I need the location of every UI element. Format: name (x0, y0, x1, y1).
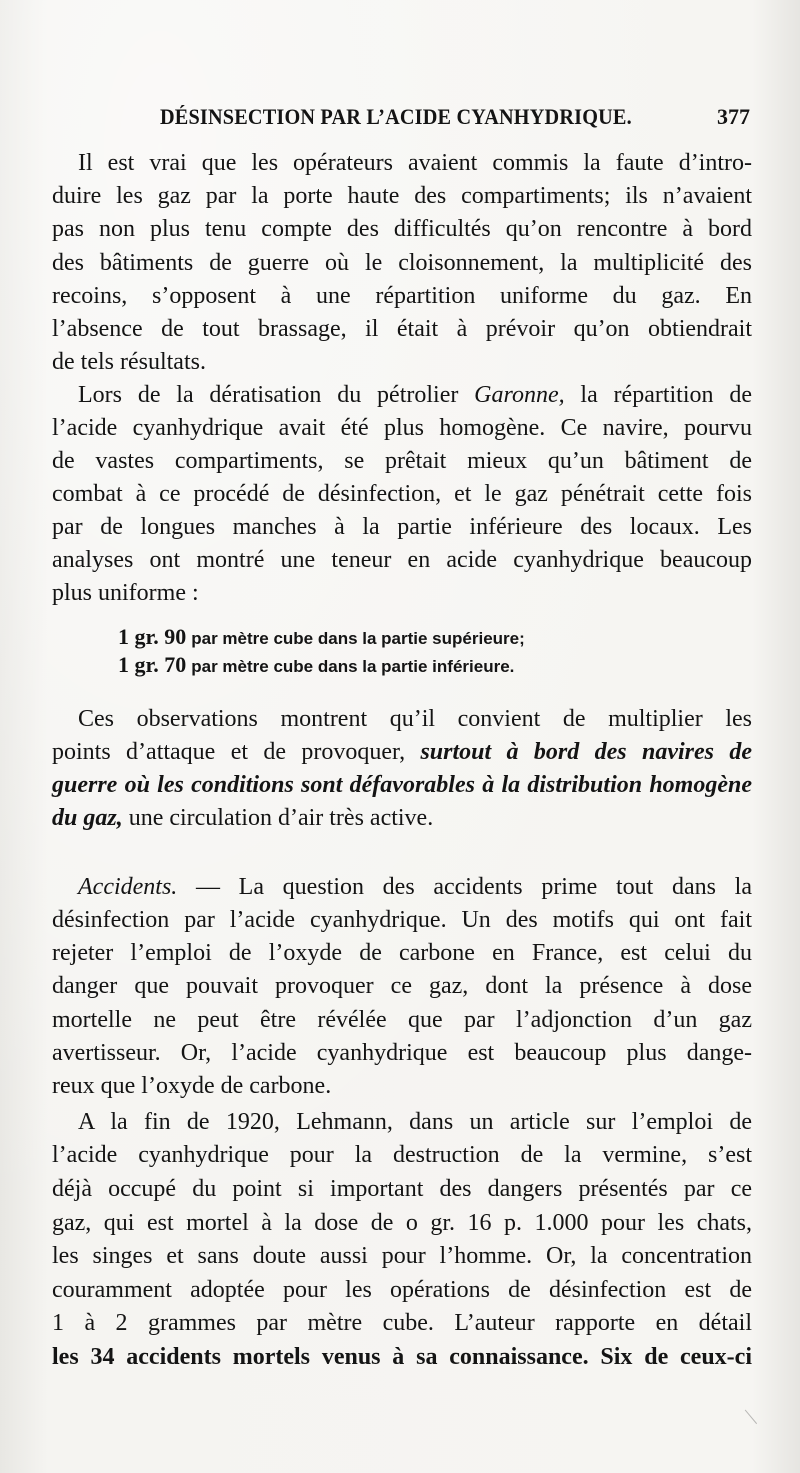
page-number: 377 (717, 104, 750, 129)
text-line (78, 380, 752, 410)
section-heading: Accidents. (78, 874, 178, 900)
text-line: danger que pouvait provoquer ce gaz, dont la présence à dose (52, 973, 752, 999)
list-text: par mètre cube dans la partie supérieure; (191, 629, 525, 648)
text-line: combat à ce procédé de désinfection, et le gaz pénétrait cette fois (52, 481, 752, 507)
list-item (118, 651, 514, 679)
text-run: Lors de la dératisation du pétrolier (78, 382, 475, 408)
text-line: couramment adoptée pour les opérations de désinfection est de (52, 1277, 752, 1303)
text-line: reux que l’oxyde de carbone. (52, 1073, 332, 1099)
text-run: la répartition de (564, 382, 752, 408)
list-quantity: 1 gr. 70 (118, 652, 187, 677)
text-line: déjà occupé du point si important des dangers présentés par ce (52, 1176, 752, 1202)
emphasis-run: guerre où les conditions sont défavorables à la distribution homogène (52, 772, 752, 798)
text-line: Il est vrai que les opérateurs avaient commis la faute d’intro- (78, 150, 752, 176)
text-line (78, 872, 752, 902)
text-line: Ces observations montrent qu’il convient de multiplier les (78, 706, 752, 732)
text-line: désinfection par l’acide cyanhydrique. Un des motifs qui ont fait (52, 907, 752, 933)
text-line: les 34 accidents mortels venus à sa connaissance. Six de ceux-ci (52, 1344, 752, 1370)
text-line: des bâtiments de guerre où le cloisonnement, la multiplicité des (52, 250, 752, 276)
text-line: A la fin de 1920, Lehmann, dans un article sur l’emploi de (78, 1109, 752, 1135)
text-line: par de longues manches à la partie inférieure des locaux. Les (52, 514, 752, 540)
text-line: analyses ont montré une teneur en acide cyanhydrique beaucoup (52, 547, 752, 573)
paper-mark (745, 1402, 767, 1424)
page-header (160, 104, 760, 138)
text-line: avertisseur. Or, l’acide cyanhydrique est beaucoup plus dange- (52, 1040, 752, 1066)
text-line: duire les gaz par la porte haute des compartiments; ils n’avaient (52, 183, 752, 209)
text-line: de tels résultats. (52, 349, 206, 375)
text-line: l’acide cyanhydrique avait été plus homogène. Ce navire, pourvu (52, 415, 752, 441)
text-line: l’acide cyanhydrique pour la destruction de la vermine, s’est (52, 1142, 752, 1168)
ship-name: Garonne, (474, 382, 565, 408)
text-line: mortelle ne peut être révélée que par l’adjonction d’un gaz (52, 1007, 752, 1033)
running-title: DÉSINSECTION PAR L’ACIDE CYANHYDRIQUE. (160, 104, 632, 129)
list-text: par mètre cube dans la partie inférieure. (191, 657, 515, 676)
list-quantity: 1 gr. 90 (118, 624, 187, 649)
text-line: rejeter l’emploi de l’oxyde de carbone en France, est celui du (52, 940, 752, 966)
text-line: gaz, qui est mortel à la dose de o gr. 16 p. 1.000 pour les chats, (52, 1210, 752, 1236)
emphasis-run: surtout à bord des navires de (420, 739, 752, 765)
emphasis-run: du gaz, (52, 805, 123, 831)
text-line: 1 à 2 grammes par mètre cube. L’auteur rapporte en détail (52, 1310, 752, 1336)
text-line: l’absence de tout brassage, il était à prévoir qu’on obtiendrait (52, 316, 752, 342)
text-line: pas non plus tenu compte des difficultés qu’on rencontre à bord (52, 216, 752, 242)
text-line: de vastes compartiments, se prêtait mieux qu’un bâtiment de (52, 448, 752, 474)
text-run: — La question des accidents prime tout dans la (177, 874, 752, 900)
text-run: une circulation d’air très active. (122, 805, 434, 831)
list-item (118, 623, 525, 651)
text-line (52, 770, 752, 800)
text-line: recoins, s’opposent à une répartition uniforme du gaz. En (52, 283, 752, 309)
text-run: points d’attaque et de provoquer, (52, 739, 421, 765)
text-line (52, 803, 752, 833)
text-line: plus uniforme : (52, 580, 199, 606)
text-line (52, 737, 752, 767)
text-line: les singes et sans doute aussi pour l’homme. Or, la concentration (52, 1243, 752, 1269)
